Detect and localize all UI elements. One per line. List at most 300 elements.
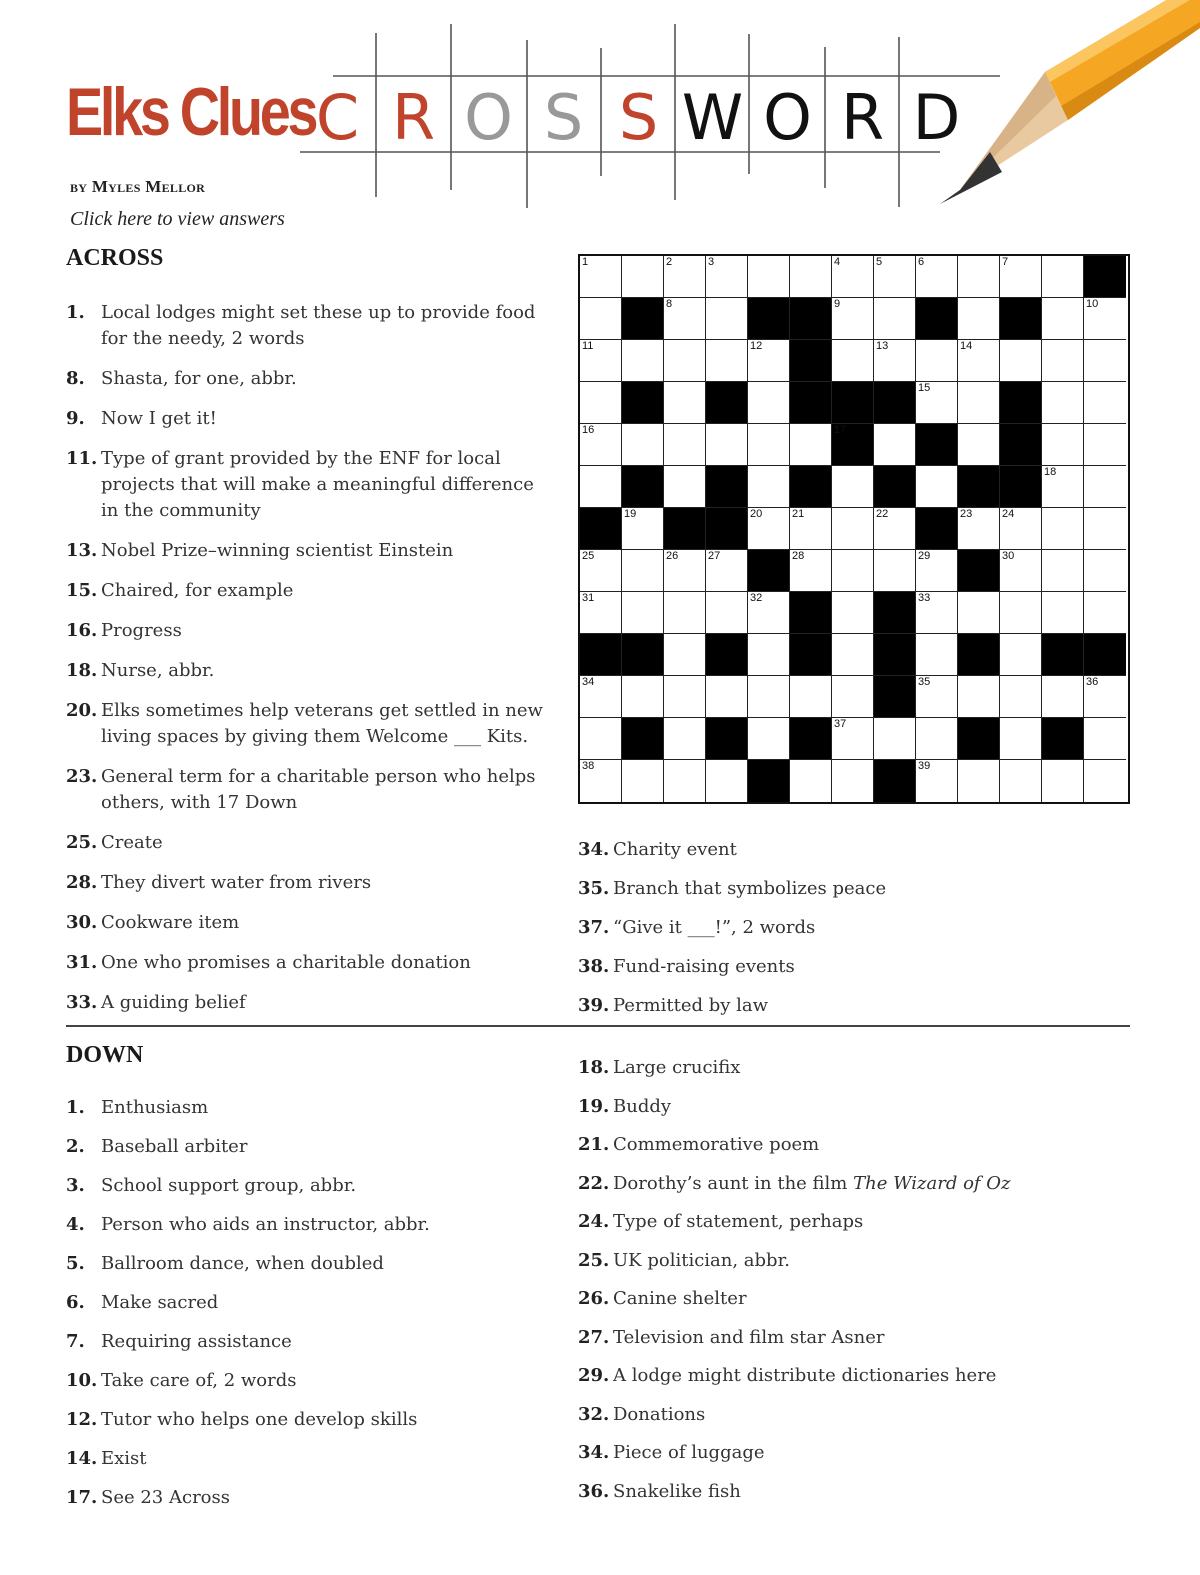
grid-cell[interactable]: [748, 382, 790, 424]
clue-item: [578, 1286, 1138, 1312]
grid-cell[interactable]: [916, 466, 958, 508]
clue-text: Cookware item: [101, 912, 240, 933]
grid-block: [790, 382, 832, 424]
grid-block: [958, 550, 1000, 592]
grid-cell[interactable]: [664, 466, 706, 508]
grid-cell[interactable]: [1042, 760, 1084, 802]
clue-text: Exist: [101, 1448, 147, 1469]
clue-number: 14.: [66, 1448, 98, 1469]
clue-item: [578, 1055, 1138, 1081]
clue-item: [66, 1251, 546, 1277]
grid-cell[interactable]: [790, 424, 832, 466]
cell-number: 37: [834, 718, 847, 730]
cell-number: 9: [834, 298, 841, 310]
clue-text: Now I get it!: [101, 408, 217, 429]
grid-cell[interactable]: [664, 634, 706, 676]
grid-block: [874, 592, 916, 634]
grid-cell[interactable]: [1084, 466, 1126, 508]
cell-number: 33: [918, 592, 931, 604]
grid-cell[interactable]: [622, 256, 664, 298]
grid-cell[interactable]: [1000, 592, 1042, 634]
grid-cell[interactable]: [664, 760, 706, 802]
clue-number: 28.: [66, 872, 98, 893]
clue-number: 33.: [66, 992, 98, 1013]
clue-item: [66, 1407, 546, 1433]
grid-cell[interactable]: [706, 592, 748, 634]
grid-cell[interactable]: [706, 550, 748, 592]
clue-item: [66, 1212, 546, 1238]
grid-block: [790, 466, 832, 508]
grid-cell[interactable]: [1084, 424, 1126, 466]
grid-cell[interactable]: [748, 634, 790, 676]
grid-block: [622, 466, 664, 508]
grid-block: [874, 382, 916, 424]
grid-block: [832, 424, 874, 466]
grid-cell[interactable]: [1042, 256, 1084, 298]
grid-cell[interactable]: [1042, 424, 1084, 466]
grid-cell[interactable]: [832, 340, 874, 382]
grid-cell[interactable]: [832, 718, 874, 760]
grid-cell[interactable]: [958, 424, 1000, 466]
grid-cell[interactable]: [1000, 718, 1042, 760]
cell-number: 35: [918, 676, 931, 688]
clue-item: [66, 1095, 546, 1121]
clue-text: Make sacred: [101, 1292, 219, 1313]
grid-cell[interactable]: [832, 256, 874, 298]
grid-cell[interactable]: [1000, 550, 1042, 592]
cell-number: 31: [582, 592, 595, 604]
clue-text: Dorothy’s aunt in the film The Wizard of Oz: [613, 1172, 1011, 1194]
grid-cell[interactable]: [664, 718, 706, 760]
clue-number: 35.: [578, 878, 610, 899]
cell-number: 8: [666, 298, 673, 310]
grid-cell[interactable]: [958, 592, 1000, 634]
clue-number: 5.: [66, 1253, 85, 1274]
grid-cell[interactable]: [1042, 382, 1084, 424]
grid-cell[interactable]: [580, 382, 622, 424]
cell-number: 10: [1086, 298, 1099, 310]
clue-number: 39.: [578, 995, 610, 1016]
grid-cell[interactable]: [874, 718, 916, 760]
clue-text: Type of statement, perhaps: [613, 1211, 864, 1232]
grid-block: [790, 298, 832, 340]
clue-text: See 23 Across: [101, 1487, 230, 1508]
grid-cell[interactable]: [916, 382, 958, 424]
grid-cell[interactable]: [706, 424, 748, 466]
clue-item: [66, 1134, 546, 1160]
grid-cell[interactable]: [664, 382, 706, 424]
clue-text: Permitted by law: [613, 995, 769, 1016]
clue-number: 20.: [66, 700, 98, 721]
grid-cell[interactable]: [832, 760, 874, 802]
grid-cell[interactable]: [580, 466, 622, 508]
clue-item: [66, 698, 546, 750]
clue-item: [578, 1209, 1138, 1235]
grid-cell[interactable]: [832, 550, 874, 592]
grid-cell[interactable]: [958, 256, 1000, 298]
grid-block: [622, 298, 664, 340]
grid-block: [622, 718, 664, 760]
grid-cell[interactable]: [874, 550, 916, 592]
clue-text: Enthusiasm: [101, 1097, 209, 1118]
clue-item: [578, 1248, 1138, 1274]
cell-number: 24: [1002, 508, 1015, 520]
clue-number: 23.: [66, 766, 98, 787]
cell-number: 14: [960, 340, 973, 352]
grid-cell[interactable]: [832, 634, 874, 676]
clue-text: “Give it ___!”, 2 words: [613, 917, 816, 938]
grid-block: [1000, 298, 1042, 340]
clue-number: 31.: [66, 952, 98, 973]
grid-cell[interactable]: [1042, 592, 1084, 634]
clue-item: [66, 618, 546, 644]
grid-cell[interactable]: [832, 676, 874, 718]
cell-number: 15: [918, 382, 931, 394]
grid-cell[interactable]: [916, 760, 958, 802]
grid-cell[interactable]: [1084, 676, 1126, 718]
clue-item: [66, 1290, 546, 1316]
clue-number: 32.: [578, 1403, 610, 1425]
grid-cell[interactable]: [1042, 340, 1084, 382]
grid-cell[interactable]: [958, 340, 1000, 382]
grid-cell[interactable]: [748, 676, 790, 718]
clue-number: 7.: [66, 1331, 85, 1352]
clue-number: 15.: [66, 580, 98, 601]
clue-text: Take care of, 2 words: [101, 1370, 297, 1391]
grid-cell[interactable]: [580, 424, 622, 466]
grid-block: [1000, 466, 1042, 508]
grid-cell[interactable]: [874, 340, 916, 382]
grid-cell[interactable]: [1084, 382, 1126, 424]
grid-cell[interactable]: [580, 256, 622, 298]
cell-number: 6: [918, 256, 925, 268]
clue-item: [578, 876, 1138, 902]
grid-cell[interactable]: [1042, 676, 1084, 718]
grid-block: [874, 676, 916, 718]
grid-block: [748, 760, 790, 802]
grid-cell[interactable]: [790, 508, 832, 550]
clue-item: [66, 1446, 546, 1472]
clue-item: [66, 1329, 546, 1355]
clue-text: Chaired, for example: [101, 580, 294, 601]
grid-cell[interactable]: [916, 676, 958, 718]
cell-number: 20: [750, 508, 763, 520]
grid-cell[interactable]: [832, 298, 874, 340]
grid-cell[interactable]: [1000, 256, 1042, 298]
clue-text: A guiding belief: [101, 992, 246, 1013]
cell-number: 36: [1086, 676, 1099, 688]
clue-text: Large crucifix: [613, 1057, 741, 1078]
clue-item: [578, 1171, 1138, 1197]
cell-number: 32: [750, 592, 763, 604]
pencil-icon: [930, 0, 1200, 210]
clue-number: 38.: [578, 956, 610, 977]
title-letter: O: [464, 81, 513, 154]
cell-number: 27: [708, 550, 721, 562]
grid-cell[interactable]: [1084, 592, 1126, 634]
clue-text: Branch that symbolizes peace: [613, 878, 887, 899]
grid-cell[interactable]: [664, 256, 706, 298]
clue-number: 24.: [578, 1211, 610, 1232]
grid-block: [874, 466, 916, 508]
clue-item: [66, 1173, 546, 1199]
grid-cell[interactable]: [1000, 676, 1042, 718]
grid-cell[interactable]: [958, 382, 1000, 424]
grid-block: [706, 466, 748, 508]
clue-item: [578, 1325, 1138, 1351]
clue-number: 26.: [578, 1288, 610, 1309]
clue-text: Nobel Prize–winning scientist Einstein: [101, 540, 454, 561]
grid-cell[interactable]: [748, 424, 790, 466]
clue-number: 10.: [66, 1370, 98, 1391]
down-clues-right: [578, 1055, 1138, 1517]
cell-number: 3: [708, 256, 715, 268]
grid-cell[interactable]: [706, 298, 748, 340]
grid-cell[interactable]: [1084, 718, 1126, 760]
grid-cell[interactable]: [790, 550, 832, 592]
view-answers-link[interactable]: Click here to view answers: [70, 208, 285, 230]
grid-cell[interactable]: [958, 298, 1000, 340]
grid-cell[interactable]: [958, 760, 1000, 802]
clue-item: [66, 830, 546, 856]
title-letter: R: [391, 81, 436, 154]
grid-cell[interactable]: [916, 256, 958, 298]
cell-number: 26: [666, 550, 679, 562]
cell-number: 5: [876, 256, 883, 268]
grid-cell[interactable]: [832, 466, 874, 508]
grid-cell[interactable]: [916, 592, 958, 634]
clue-number: 11.: [66, 448, 98, 469]
grid-cell[interactable]: [622, 508, 664, 550]
grid-block: [1042, 718, 1084, 760]
grid-cell[interactable]: [1042, 550, 1084, 592]
clue-number: 30.: [66, 912, 98, 933]
grid-cell[interactable]: [664, 340, 706, 382]
grid-block: [1084, 634, 1126, 676]
clue-number: 22.: [578, 1172, 610, 1194]
grid-block: [1042, 634, 1084, 676]
grid-cell[interactable]: [622, 760, 664, 802]
clue-number: 6.: [66, 1292, 85, 1313]
grid-cell[interactable]: [916, 340, 958, 382]
clue-text: Local lodges might set these up to provide food for the needy, 2 words: [101, 302, 536, 349]
grid-cell[interactable]: [748, 718, 790, 760]
grid-cell[interactable]: [916, 550, 958, 592]
grid-cell[interactable]: [1042, 298, 1084, 340]
grid-cell[interactable]: [664, 592, 706, 634]
clue-item: [66, 990, 546, 1016]
title-letter: C: [315, 81, 360, 154]
clue-item: [578, 1440, 1138, 1466]
clue-item: [66, 658, 546, 684]
grid-cell[interactable]: [916, 718, 958, 760]
grid-cell[interactable]: [580, 340, 622, 382]
byline: by Myles Mellor: [70, 177, 206, 196]
grid-block: [622, 634, 664, 676]
title-letter: S: [543, 81, 584, 154]
grid-cell[interactable]: [706, 256, 748, 298]
clue-number: 21.: [578, 1134, 610, 1155]
title-letter: R: [840, 81, 885, 154]
clue-text: Elks sometimes help veterans get settled in new living spaces by giving them Welcome ___ Kits.: [101, 700, 543, 747]
clue-number: 12.: [66, 1409, 98, 1430]
grid-cell[interactable]: [748, 508, 790, 550]
grid-cell[interactable]: [622, 676, 664, 718]
grid-cell[interactable]: [1042, 508, 1084, 550]
clue-text: They divert water from rivers: [101, 872, 372, 893]
clue-number: 18.: [578, 1057, 610, 1078]
grid-cell[interactable]: [1084, 340, 1126, 382]
clue-item: [66, 300, 546, 352]
cell-number: 22: [876, 508, 889, 520]
cell-number: 29: [918, 550, 931, 562]
clue-number: 27.: [578, 1326, 610, 1348]
down-heading: DOWN: [66, 1042, 144, 1068]
grid-cell[interactable]: [1084, 550, 1126, 592]
grid-cell[interactable]: [664, 550, 706, 592]
cell-number: 19: [624, 508, 637, 520]
grid-cell[interactable]: [664, 424, 706, 466]
grid-cell[interactable]: [748, 592, 790, 634]
grid-cell[interactable]: [706, 676, 748, 718]
grid-cell[interactable]: [748, 256, 790, 298]
cell-number: 34: [582, 676, 595, 688]
clue-item: [578, 954, 1138, 980]
grid-block: [874, 760, 916, 802]
grid-block: [832, 382, 874, 424]
grid-cell[interactable]: [622, 424, 664, 466]
brand-logo: Elks Clues: [66, 74, 316, 150]
grid-block: [1000, 382, 1042, 424]
grid-cell[interactable]: [748, 340, 790, 382]
grid-cell[interactable]: [832, 508, 874, 550]
grid-block: [958, 634, 1000, 676]
clue-item: [578, 1479, 1138, 1505]
grid-cell[interactable]: [832, 592, 874, 634]
grid-cell[interactable]: [748, 466, 790, 508]
across-clues-right: [578, 837, 1138, 1032]
cell-number: 30: [1002, 550, 1015, 562]
grid-cell[interactable]: [1042, 466, 1084, 508]
cell-number: 16: [582, 424, 595, 436]
grid-cell[interactable]: [1084, 760, 1126, 802]
grid-cell[interactable]: [958, 508, 1000, 550]
across-heading: ACROSS: [66, 245, 164, 271]
cell-number: 2: [666, 256, 673, 268]
grid-cell[interactable]: [916, 634, 958, 676]
grid-cell[interactable]: [1000, 760, 1042, 802]
cell-number: 23: [960, 508, 973, 520]
title-letter: D: [912, 81, 961, 154]
clue-item: [578, 1363, 1138, 1389]
grid-cell[interactable]: [958, 676, 1000, 718]
clue-number: 17.: [66, 1487, 98, 1508]
clue-number: 18.: [66, 660, 98, 681]
grid-cell[interactable]: [790, 676, 832, 718]
grid-cell[interactable]: [706, 340, 748, 382]
title-letter: S: [618, 81, 659, 154]
grid-block: [958, 718, 1000, 760]
clue-number: 8.: [66, 368, 85, 389]
clue-number: 4.: [66, 1214, 85, 1235]
clue-item: [578, 915, 1138, 941]
grid-cell[interactable]: [622, 340, 664, 382]
cell-number: 13: [876, 340, 889, 352]
clue-item: [66, 950, 546, 976]
grid-cell[interactable]: [622, 550, 664, 592]
grid-cell[interactable]: [790, 760, 832, 802]
grid-block: [790, 340, 832, 382]
grid-block: [916, 424, 958, 466]
clue-item: [66, 910, 546, 936]
clue-text: Shasta, for one, abbr.: [101, 368, 297, 389]
grid-cell[interactable]: [874, 508, 916, 550]
cell-number: 17: [834, 424, 847, 436]
cell-number: 1: [582, 256, 589, 268]
grid-cell[interactable]: [874, 424, 916, 466]
clue-number: 19.: [578, 1095, 610, 1117]
grid-block: [622, 382, 664, 424]
grid-cell[interactable]: [706, 760, 748, 802]
grid-cell[interactable]: [1084, 298, 1126, 340]
grid-cell[interactable]: [790, 256, 832, 298]
grid-cell[interactable]: [580, 760, 622, 802]
grid-block: [706, 634, 748, 676]
grid-cell[interactable]: [1000, 340, 1042, 382]
clue-text: Create: [101, 832, 163, 853]
title-letter: W: [681, 81, 744, 154]
clue-item: [578, 837, 1138, 863]
grid-cell[interactable]: [580, 298, 622, 340]
down-clues-left: [66, 1095, 546, 1524]
clue-text: UK politician, abbr.: [613, 1249, 790, 1271]
clue-number: 25.: [66, 832, 98, 853]
grid-block: [790, 634, 832, 676]
title-letter: O: [763, 81, 812, 154]
grid-cell[interactable]: [664, 298, 706, 340]
clue-number: 1.: [66, 1097, 85, 1118]
grid-cell[interactable]: [1000, 508, 1042, 550]
clue-number: 34.: [578, 1442, 610, 1463]
clue-text: Baseball arbiter: [101, 1136, 248, 1157]
grid-cell[interactable]: [1084, 508, 1126, 550]
clue-item: [578, 1094, 1138, 1120]
clue-text: Progress: [101, 620, 182, 641]
grid-block: [580, 508, 622, 550]
grid-cell[interactable]: [580, 550, 622, 592]
cell-number: 4: [834, 256, 841, 268]
grid-cell[interactable]: [580, 718, 622, 760]
grid-cell[interactable]: [1000, 634, 1042, 676]
grid-cell[interactable]: [580, 592, 622, 634]
clue-item: [66, 870, 546, 896]
clue-item: [578, 1132, 1138, 1158]
cell-number: 21: [792, 508, 805, 520]
grid-block: [580, 634, 622, 676]
clue-item: [66, 1485, 546, 1511]
grid-cell[interactable]: [874, 298, 916, 340]
cell-number: 18: [1044, 466, 1057, 478]
clue-item: [578, 1402, 1138, 1428]
grid-cell[interactable]: [874, 256, 916, 298]
clue-number: 25.: [578, 1249, 610, 1271]
crossword-grid[interactable]: [578, 254, 1130, 804]
grid-cell[interactable]: [664, 676, 706, 718]
cell-number: 11: [582, 340, 594, 352]
cell-number: 39: [918, 760, 931, 772]
grid-cell[interactable]: [580, 676, 622, 718]
grid-cell[interactable]: [622, 592, 664, 634]
